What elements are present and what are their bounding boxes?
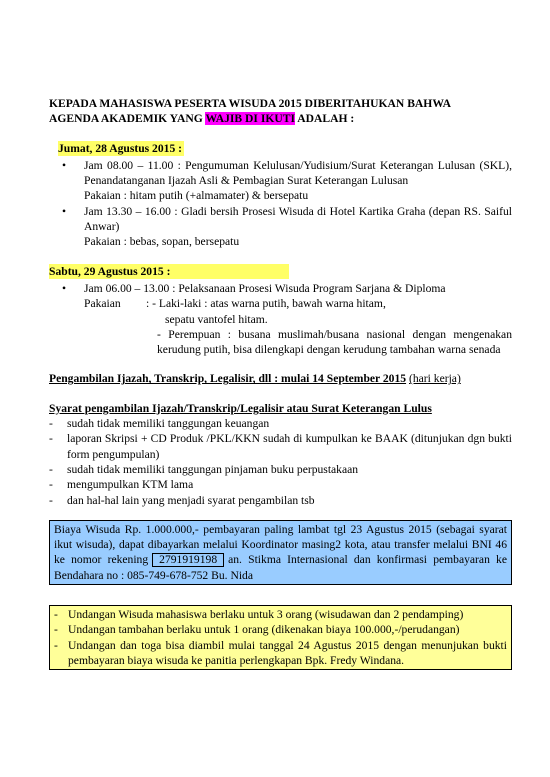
mandatory-highlight: WAJIB DI IKUTI <box>205 112 295 126</box>
pickup-title: Pengambilan Ijazah, Transkrip, Legalisir, dll : mulai 14 September 2015 <box>49 372 407 386</box>
requirement-item <box>49 493 512 508</box>
requirement-item <box>49 416 512 431</box>
attire-men-text: : - Laki-laki : atas warna putih, bawah warna hitam, <box>146 297 386 311</box>
requirement-item <box>49 477 512 492</box>
friday-agenda-item <box>49 158 512 204</box>
friday-agenda-list <box>49 158 512 250</box>
saturday-date: Sabtu, 29 Agustus 2015 : <box>49 264 289 279</box>
attire-text: Pakaian : hitam putih (+almamater) & bersepatu <box>84 189 309 203</box>
agenda-text: Jam 06.00 – 13.00 : Pelaksanaan Prosesi Wisuda Program Sarjana & Diploma <box>84 281 446 295</box>
account-number: 2791919198 <box>152 553 224 567</box>
requirement-text: laporan Skripsi + CD Produk /PKL/KKN sudah di kumpulkan ke BAAK (ditunjukan dgn bukti form pengumpulan) <box>67 432 512 461</box>
requirement-item <box>49 462 512 477</box>
dash-marker: - <box>49 478 53 492</box>
dash-marker: - <box>49 493 53 507</box>
bullet-icon: • <box>62 204 67 218</box>
heading-line-2 <box>49 111 512 126</box>
requirement-text: sudah tidak memiliki tanggungan keuangan <box>67 417 270 431</box>
agenda-text: Jam 13.30 – 16.00 : Gladi bersih Prosesi Wisuda di Hotel Kartika Graha (depan RS. Saiful Anwar) <box>84 204 512 234</box>
invitation-item <box>54 638 507 669</box>
heading-line-1: KEPADA MAHASISWA PESERTA WISUDA 2015 DIBERITAHUKAN BAHWA <box>49 97 452 110</box>
invitation-item <box>54 607 507 622</box>
invitation-text: Undangan tambahan berlaku untuk 1 orang (dikenakan biaya 100.000,-/perudangan) <box>68 623 460 637</box>
dash-marker: - <box>54 608 58 622</box>
friday-section <box>49 141 512 250</box>
saturday-section <box>49 264 512 358</box>
invitation-text: Undangan dan toga bisa diambil mulai tanggal 24 Agustus 2015 dengan menunjukan bukti pembayaran biaya wisuda ke panitia perlengkapan Bpk. Fredy Windana. <box>68 638 507 667</box>
bullet-icon: • <box>62 158 67 172</box>
payment-confirmation-text: an. Stikma Internasional dan konfirmasi pembayaran ke Bendahara no : 085-749-678-752 Bu. Nida <box>54 553 507 582</box>
saturday-attire-men <box>49 296 512 311</box>
heading-line-2-end: ADALAH : <box>295 112 355 126</box>
announcement-heading <box>49 96 512 127</box>
requirement-text: dan hal-hal lain yang menjadi syarat pengambilan tsb <box>67 493 315 507</box>
payment-info-box <box>49 520 512 585</box>
saturday-agenda-list <box>49 281 512 296</box>
requirements-section <box>49 401 512 508</box>
dash-marker: - <box>49 462 53 476</box>
attire-label: Pakaian <box>84 297 121 311</box>
invitation-item <box>54 622 507 637</box>
document-page <box>49 96 512 670</box>
agenda-text: Jam 08.00 – 11.00 : Pengumuman Kelulusan/Yudisium/Surat Keterangan Lulusan (SKL), Penandatanganan Ijazah Asli & Pembagian Surat Keterangan Lulusan <box>84 158 512 188</box>
requirement-text: sudah tidak memiliki tanggungan pinjaman buku perpustakaan <box>67 462 359 476</box>
dash-marker: - <box>49 432 53 446</box>
heading-line-2-start: AGENDA AKADEMIK YANG <box>49 112 206 126</box>
friday-date: Jumat, 28 Agustus 2015 : <box>58 141 183 155</box>
pickup-note: (hari kerja) <box>408 372 461 386</box>
requirements-title: Syarat pengambilan Ijazah/Transkrip/Legalisir atau Surat Keterangan Lulus <box>49 401 432 415</box>
saturday-agenda-item <box>49 281 512 296</box>
invitation-text: Undangan Wisuda mahasiswa berlaku untuk 3 orang (wisudawan dan 2 pendamping) <box>68 608 464 622</box>
invitation-info-box <box>49 605 512 670</box>
invitation-list <box>54 607 507 668</box>
requirement-item <box>49 431 512 462</box>
pickup-line <box>49 371 512 386</box>
dash-marker: - <box>49 417 53 431</box>
payment-text: Biaya Wisuda Rp. 1.000.000,- pembayaran paling lambat tgl 23 Agustus 2015 (sebagai syarat ikut wisuda), dapat dibayarkan melalui Koordinator masing2 kota, atau transfer melalui BNI 46 ke nomor rekening <box>54 522 507 567</box>
dash-marker: - <box>54 638 58 652</box>
attire-women-text: - Perempuan : busana muslimah/busana nasional dengan mengenakan kerudung putih, bisa dilengkapi dengan kerudung tambahan warna senada <box>157 327 512 357</box>
dash-marker: - <box>54 623 58 637</box>
requirement-text: mengumpulkan KTM lama <box>67 478 194 492</box>
friday-agenda-item <box>49 204 512 250</box>
requirements-list <box>49 416 512 508</box>
bullet-icon: • <box>62 281 67 295</box>
attire-men-continuation: sepatu vantofel hitam. <box>165 312 268 326</box>
attire-text: Pakaian : bebas, sopan, bersepatu <box>84 235 240 249</box>
